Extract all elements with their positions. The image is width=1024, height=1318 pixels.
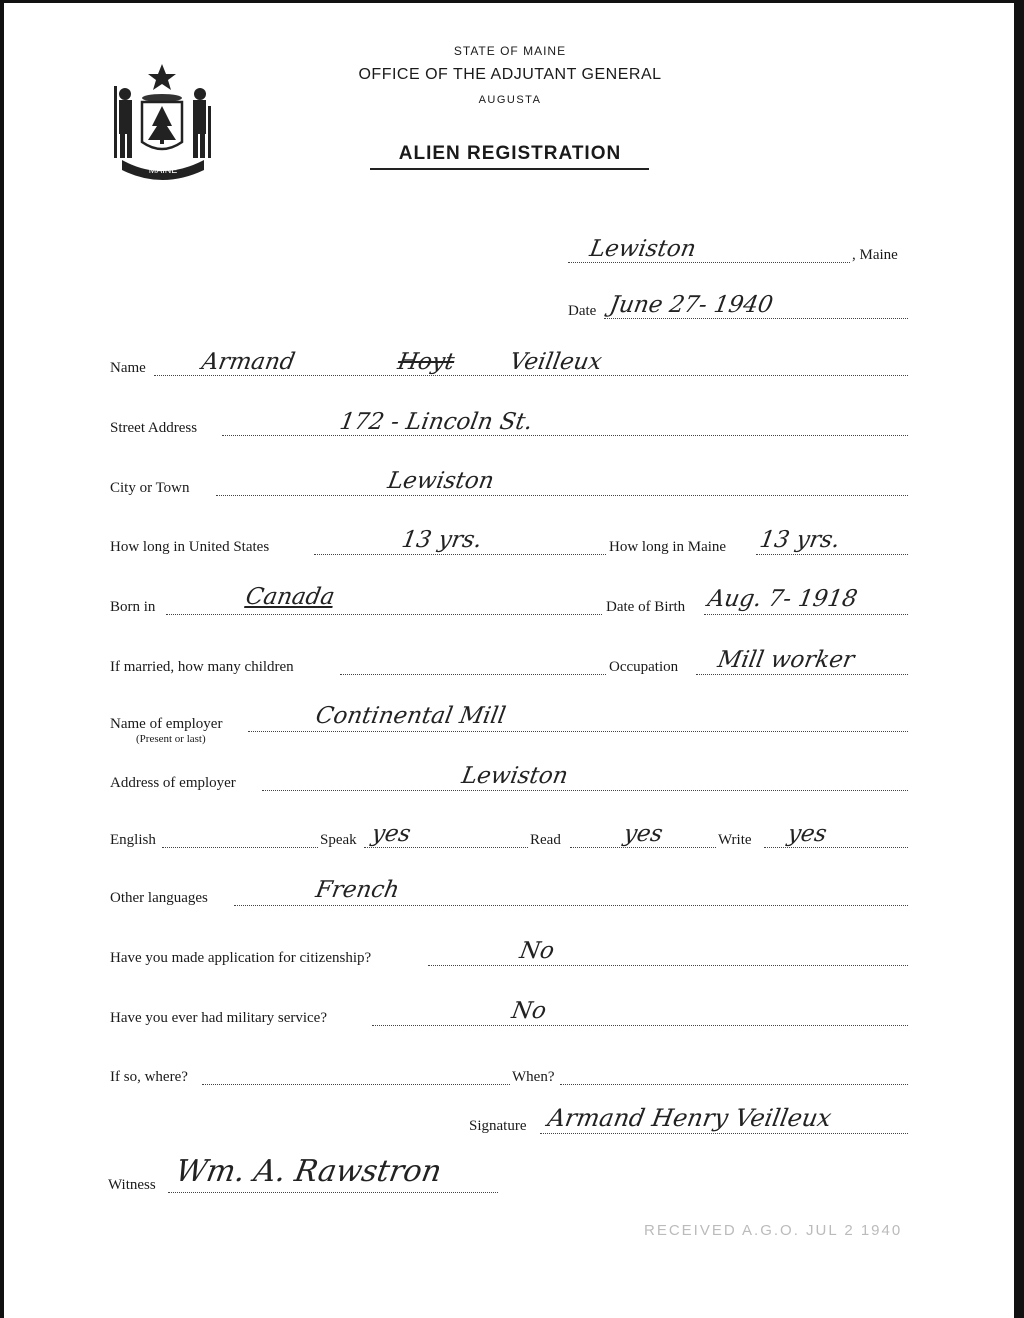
children-field-line [340, 674, 606, 675]
us-years-value: 13 yrs. [399, 527, 484, 553]
military-label: Have you ever had military service? [110, 1010, 327, 1026]
street-field-line [222, 435, 908, 436]
place-value: Lewiston [587, 236, 698, 262]
employer-field-line [248, 731, 908, 732]
seal-banner-text: MAINE [148, 165, 178, 175]
citizenship-value: No [517, 938, 557, 964]
street-label: Street Address [110, 420, 198, 436]
witness-label: Witness [108, 1177, 156, 1193]
born-value: Canada [243, 584, 337, 610]
received-stamp: RECEIVED A.G.O. JUL 2 1940 [644, 1222, 903, 1239]
witness-value: Wm. A. Rawstron [172, 1154, 445, 1189]
us-years-label: How long in United States [110, 539, 270, 555]
state-seal-icon [110, 56, 220, 182]
employer-label: Name of employer [110, 716, 223, 732]
city-value: Lewiston [385, 468, 496, 494]
dob-field-line [704, 614, 908, 615]
name-field-line [154, 375, 908, 376]
signature-field-line [540, 1133, 908, 1134]
dob-value: Aug. 7- 1918 [705, 586, 860, 612]
other-languages-field-line [234, 905, 908, 906]
office-heading: OFFICE OF THE ADJUTANT GENERAL [358, 66, 662, 83]
occupation-label: Occupation [609, 659, 679, 675]
employer-note: (Present or last) [136, 733, 206, 745]
state-heading: STATE OF MAINE [453, 44, 567, 58]
name-last-value: Veilleux [507, 349, 604, 375]
write-field-line [764, 847, 908, 848]
place-field-line [568, 262, 850, 263]
military-value: No [509, 998, 549, 1024]
city-label: City or Town [110, 480, 190, 496]
street-value: 172 - Lincoln St. [337, 409, 535, 435]
name-label: Name [110, 360, 146, 376]
where-field-line [202, 1084, 510, 1085]
other-languages-value: French [313, 877, 402, 903]
maine-years-value: 13 yrs. [757, 527, 842, 553]
title-underline [370, 168, 649, 170]
speak-field-line [364, 847, 528, 848]
children-label: If married, how many children [110, 659, 294, 675]
form-title: ALIEN REGISTRATION [398, 143, 622, 164]
maine-years-field-line [756, 554, 908, 555]
born-label: Born in [110, 599, 156, 615]
read-label: Read [530, 832, 561, 848]
citizenship-field-line [428, 965, 908, 966]
write-label: Write [718, 832, 752, 848]
us-years-field-line [314, 554, 606, 555]
date-field-line [604, 318, 908, 319]
occupation-value: Mill worker [715, 647, 857, 673]
name-struck-value: Hoyt [395, 349, 457, 375]
employer-address-field-line [262, 790, 908, 791]
english-field-line [162, 847, 318, 848]
employer-value: Continental Mill [313, 703, 508, 729]
when-label: When? [512, 1069, 555, 1085]
date-label: Date [568, 303, 597, 319]
read-value: yes [621, 821, 665, 847]
city-heading: AUGUSTA [478, 94, 542, 106]
speak-label: Speak [320, 832, 357, 848]
other-languages-label: Other languages [110, 890, 208, 906]
military-field-line [372, 1025, 908, 1026]
born-field-line [166, 614, 602, 615]
citizenship-label: Have you made application for citizenship? [110, 950, 372, 966]
signature-label: Signature [469, 1118, 527, 1134]
employer-address-value: Lewiston [459, 763, 570, 789]
maine-years-label: How long in Maine [609, 539, 727, 555]
dob-label: Date of Birth [606, 599, 686, 615]
date-value: June 27- 1940 [607, 292, 775, 318]
signature-value: Armand Henry Veilleux [545, 1104, 834, 1132]
when-field-line [560, 1084, 908, 1085]
speak-value: yes [369, 821, 413, 847]
city-field-line [216, 495, 908, 496]
read-field-line [570, 847, 716, 848]
employer-address-label: Address of employer [110, 775, 236, 791]
maine-label: , Maine [852, 247, 898, 263]
occupation-field-line [696, 674, 908, 675]
witness-field-line [168, 1192, 498, 1193]
where-label: If so, where? [110, 1069, 188, 1085]
name-first-value: Armand [199, 349, 297, 375]
write-value: yes [785, 821, 829, 847]
english-label: English [110, 832, 156, 848]
